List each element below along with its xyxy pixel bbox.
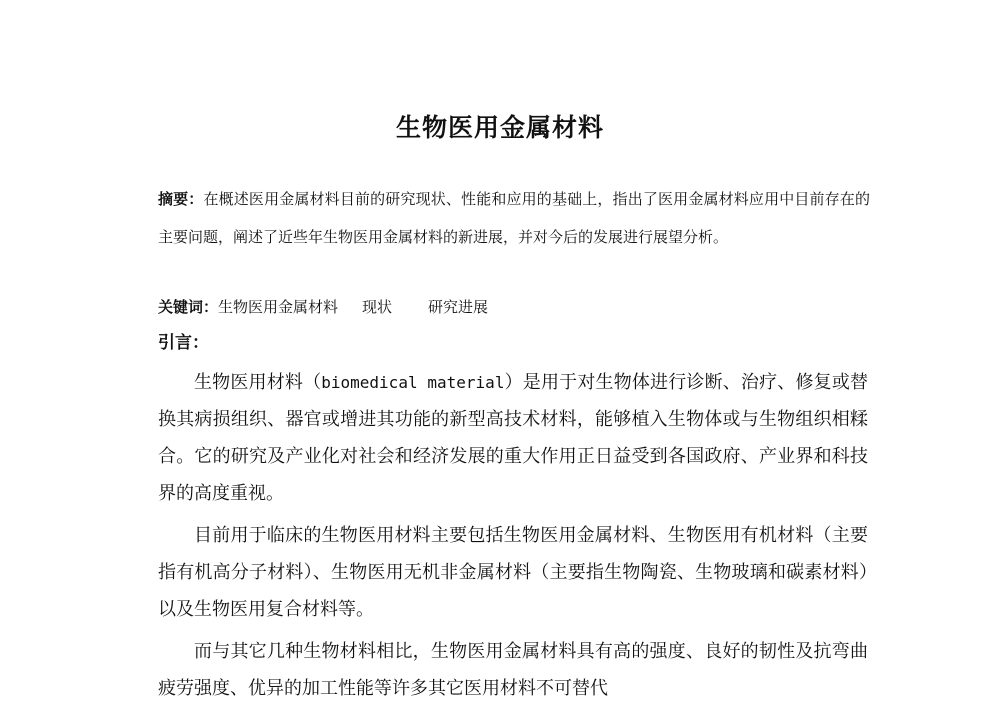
abstract-label: 摘要： (158, 190, 204, 208)
english-term: biomedical material (321, 373, 505, 392)
paragraph: 目前用于临床的生物医用材料主要包括生物医用金属材料、生物医用有机材料（主要指有机高分子材料）、生物医用无机非金属材料（主要指生物陶瓷、生物玻璃和碳素材料）以及生物医用复合材料等。 (158, 525, 868, 620)
paragraph (158, 364, 868, 512)
intro-heading: 引言： (158, 333, 209, 353)
abstract-text: 在概述医用金属材料目前的研究现状、性能和应用的基础上，指出了医用金属材料应用中目前存在的主要问题，阐述了近些年生物医用金属材料的新进展，并对今后的发展进行展望分析。 (158, 190, 870, 246)
paragraph: 而与其它几种生物材料相比，生物医用金属材料具有高的强度、良好的韧性及抗弯曲疲劳强度、优异的加工性能等许多其它医用材料不可替代 (158, 641, 868, 699)
keyword-item: 生物医用金属材料 (218, 298, 339, 316)
keywords-label: 关键词： (158, 298, 219, 316)
keyword-item: 现状 (362, 298, 393, 316)
abstract (158, 180, 870, 256)
keyword-item: 研究进展 (428, 298, 489, 316)
keywords (158, 292, 870, 322)
body-text (158, 364, 868, 712)
paragraph-text: 生物医用材料（ (194, 372, 322, 393)
page-title: 生物医用金属材料 (395, 113, 604, 142)
paragraph-text: ）是用于对生物体进行诊断、治疗、修复或替换其病损组织、器官或增进其功能的新型高技术材料，能够植入生物体或与生物组织相糅合。它的研究及产业化对社会和经济发展的重大作用正日益受到各国政府、产业界和科技界的高度重视。 (158, 372, 869, 504)
